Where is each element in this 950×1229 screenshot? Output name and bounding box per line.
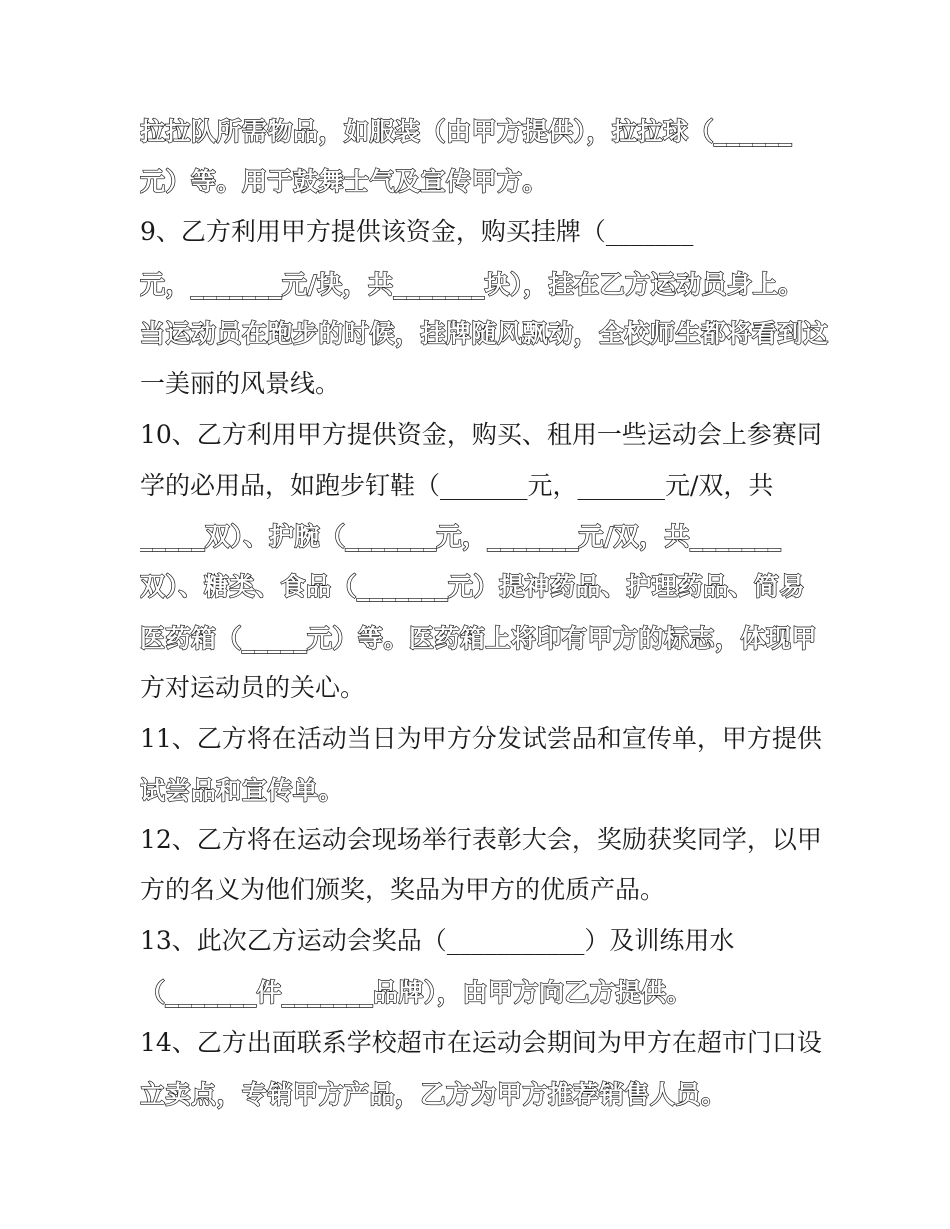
text-line: 双）、糖类、食品（_______元）提神药品、护理药品、简易 <box>140 572 806 601</box>
text-line: 元，_______元/块，共_______块），挂在乙方运动员身上。 <box>140 270 804 299</box>
text-line: _____双）、护腕（_______元，_______元/双，共_______ <box>140 522 782 551</box>
text-line: 方对运动员的关心。 <box>140 673 366 702</box>
text-line: 元）等。用于鼓舞士气及宣传甲方。 <box>140 167 549 196</box>
text-line: 方的名义为他们颁奖，奖品为甲方的优质产品。 <box>140 875 666 904</box>
text-line: 当运动员在跑步的时候，挂牌随风飘动，全校师生都将看到这 <box>140 319 829 348</box>
text-line: 拉拉队所需物品，如服装（由甲方提供），拉拉球（______ <box>140 117 793 146</box>
text-line: 14、乙方出面联系学校超市在运动会期间为甲方在超市门口设 <box>140 1028 822 1057</box>
text-line: 12、乙方将在运动会现场举行表彰大会，奖励获奖同学，以甲 <box>140 825 822 854</box>
text-line: 立卖点，专销甲方产品，乙方为甲方推荐销售人员。 <box>140 1080 727 1109</box>
text-line: （_______件_______品牌），由甲方向乙方提供。 <box>140 978 693 1007</box>
text-line: 一美丽的风景线。 <box>140 369 341 398</box>
text-line: 学的必用品，如跑步钉鞋（_______元，_______元/双，共 <box>140 471 774 500</box>
text-line: 13、此次乙方运动会奖品（___________）及训练用水 <box>140 926 735 955</box>
text-line: 10、乙方利用甲方提供资金，购买、租用一些运动会上参赛同 <box>140 420 822 449</box>
text-line: 11、乙方将在活动当日为甲方分发试尝品和宣传单，甲方提供 <box>140 724 822 753</box>
text-line: 试尝品和宣传单。 <box>140 776 345 805</box>
text-line: 医药箱（_____元）等。医药箱上将印有甲方的标志，体现甲 <box>140 624 818 653</box>
text-line: 9、乙方利用甲方提供该资金，购买挂牌（_______ <box>140 217 694 246</box>
